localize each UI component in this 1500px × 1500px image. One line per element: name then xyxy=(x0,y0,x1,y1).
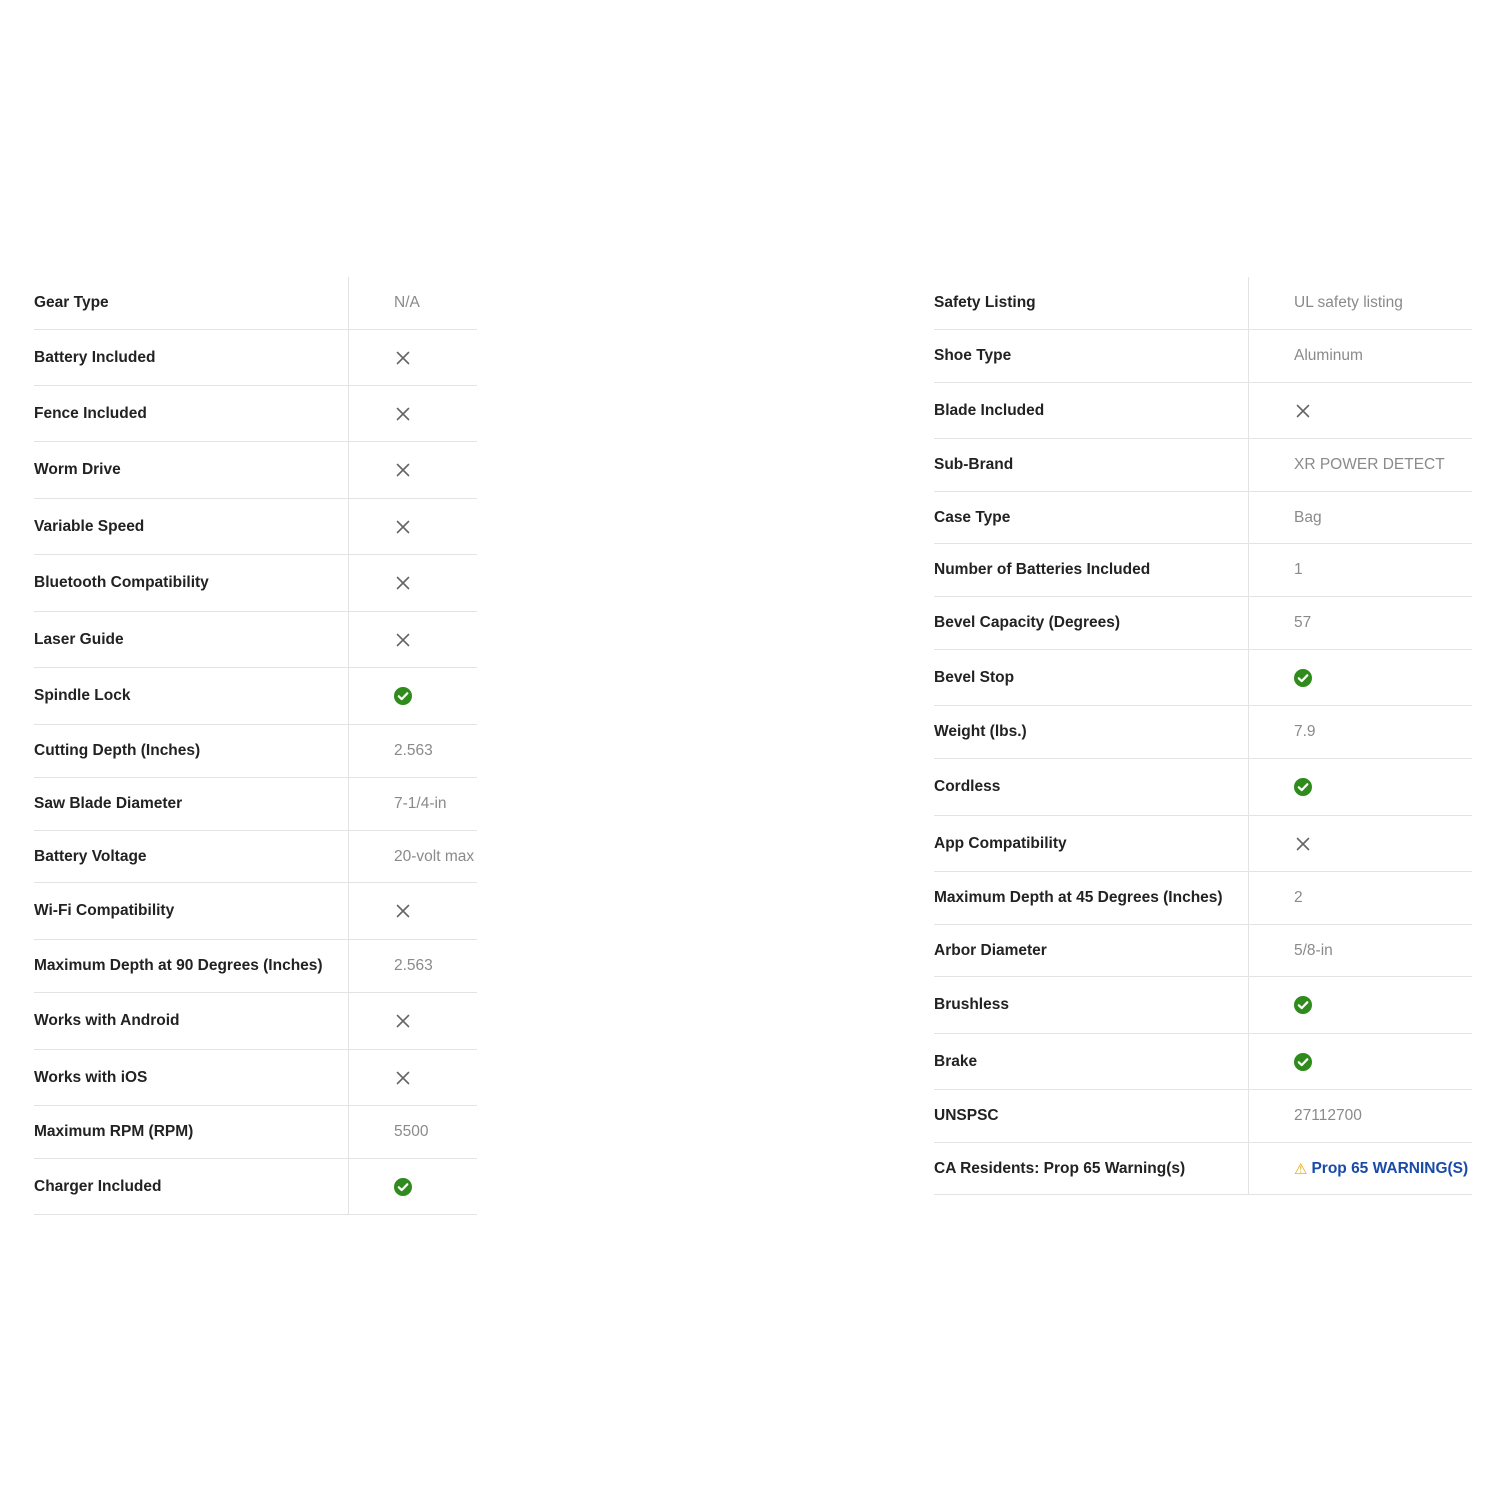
spec-value: 1 xyxy=(1294,561,1303,578)
spec-value: UL safety listing xyxy=(1294,294,1403,311)
spec-row-battery-included xyxy=(34,330,477,386)
spec-value: 2.563 xyxy=(394,957,433,974)
x-icon xyxy=(1294,835,1312,853)
spec-label: Saw Blade Diameter xyxy=(34,778,349,830)
spec-row-works-with-ios xyxy=(34,1050,477,1106)
spec-label: Case Type xyxy=(934,492,1249,543)
spec-value xyxy=(349,883,477,939)
spec-row-app-compatibility xyxy=(934,816,1472,872)
spec-table-right xyxy=(934,277,1472,1195)
spec-value xyxy=(349,993,477,1049)
spec-value xyxy=(1249,650,1472,705)
spec-value xyxy=(349,1159,477,1214)
spec-value xyxy=(349,1050,477,1105)
spec-value: 7-1/4-in xyxy=(394,795,447,812)
spec-row-charger-included xyxy=(34,1159,477,1215)
spec-row-laser-guide xyxy=(34,612,477,668)
spec-value xyxy=(1249,977,1472,1033)
spec-label: Maximum Depth at 45 Degrees (Inches) xyxy=(934,872,1249,924)
spec-row-blade-included xyxy=(934,383,1472,439)
spec-row-worm-drive xyxy=(34,442,477,499)
spec-row-weight-lbs xyxy=(934,706,1472,759)
spec-row-sub-brand xyxy=(934,439,1472,492)
spec-row-variable-speed xyxy=(34,499,477,555)
spec-label: Works with iOS xyxy=(34,1050,349,1105)
spec-row-bevel-stop xyxy=(934,650,1472,706)
spec-label: Cutting Depth (Inches) xyxy=(34,725,349,777)
x-icon xyxy=(394,1012,412,1030)
spec-row-cutting-depth-inches xyxy=(34,725,477,778)
spec-label: Gear Type xyxy=(34,277,349,329)
spec-value xyxy=(349,499,477,554)
spec-value: 2.563 xyxy=(394,742,433,759)
spec-value xyxy=(1249,759,1472,815)
spec-value: XR POWER DETECT xyxy=(1294,456,1445,473)
spec-row-brake xyxy=(934,1034,1472,1090)
spec-label: Charger Included xyxy=(34,1159,349,1214)
spec-value xyxy=(349,386,477,441)
spec-value xyxy=(349,442,477,498)
spec-table-left xyxy=(34,277,477,1215)
warning-triangle-icon: ⚠ xyxy=(1294,1160,1308,1178)
check-circle-icon xyxy=(394,1178,412,1196)
x-icon xyxy=(394,574,412,592)
spec-label: Sub-Brand xyxy=(934,439,1249,491)
spec-value xyxy=(1249,1034,1472,1089)
spec-row-number-of-batteries-included xyxy=(934,544,1472,597)
spec-value xyxy=(349,612,477,667)
spec-row-arbor-diameter xyxy=(934,925,1472,977)
spec-label: Fence Included xyxy=(34,386,349,441)
x-icon xyxy=(394,405,412,423)
spec-label: Brushless xyxy=(934,977,1249,1033)
spec-label: Maximum RPM (RPM) xyxy=(34,1106,349,1158)
spec-row-ca-residents-prop-65-warning-s xyxy=(934,1143,1472,1195)
spec-label: Worm Drive xyxy=(34,442,349,498)
spec-value: 5/8-in xyxy=(1294,941,1333,959)
spec-value xyxy=(1249,383,1472,438)
spec-value xyxy=(349,668,477,724)
spec-value xyxy=(349,330,477,385)
spec-row-bluetooth-compatibility xyxy=(34,555,477,612)
spec-label: Laser Guide xyxy=(34,612,349,667)
spec-row-wi-fi-compatibility xyxy=(34,883,477,940)
spec-row-spindle-lock xyxy=(34,668,477,725)
spec-value: 5500 xyxy=(394,1123,429,1140)
spec-label: Safety Listing xyxy=(934,277,1249,329)
check-circle-icon xyxy=(1294,996,1312,1014)
spec-row-saw-blade-diameter xyxy=(34,778,477,831)
spec-label: CA Residents: Prop 65 Warning(s) xyxy=(934,1143,1249,1194)
check-circle-icon xyxy=(394,687,412,705)
spec-label: UNSPSC xyxy=(934,1090,1249,1142)
spec-label: Weight (lbs.) xyxy=(934,706,1249,758)
spec-row-fence-included xyxy=(34,386,477,442)
spec-row-battery-voltage xyxy=(34,831,477,883)
spec-value xyxy=(349,555,477,611)
spec-row-maximum-depth-at-45-degrees-inches xyxy=(934,872,1472,925)
spec-value: 20-volt max xyxy=(394,847,475,865)
spec-label: Shoe Type xyxy=(934,330,1249,382)
spec-row-works-with-android xyxy=(34,993,477,1050)
spec-value: 2 xyxy=(1294,889,1303,906)
spec-value: Bag xyxy=(1294,508,1322,526)
spec-label: Variable Speed xyxy=(34,499,349,554)
x-icon xyxy=(394,349,412,367)
x-icon xyxy=(394,461,412,479)
spec-label: Wi-Fi Compatibility xyxy=(34,883,349,939)
spec-row-unspsc xyxy=(934,1090,1472,1143)
spec-row-case-type xyxy=(934,492,1472,544)
spec-label: Works with Android xyxy=(34,993,349,1049)
spec-label: Bevel Stop xyxy=(934,650,1249,705)
spec-value: 57 xyxy=(1294,614,1312,631)
check-circle-icon xyxy=(1294,669,1312,687)
x-icon xyxy=(394,631,412,649)
spec-value: 27112700 xyxy=(1294,1107,1362,1124)
spec-label: Battery Voltage xyxy=(34,831,349,882)
spec-value xyxy=(1249,1143,1472,1194)
spec-row-cordless xyxy=(934,759,1472,816)
spec-label: Bevel Capacity (Degrees) xyxy=(934,597,1249,649)
spec-label: Spindle Lock xyxy=(34,668,349,724)
spec-row-maximum-rpm-rpm xyxy=(34,1106,477,1159)
x-icon xyxy=(394,902,412,920)
prop65-warning-link[interactable]: Prop 65 WARNING(S) xyxy=(1311,1159,1469,1177)
spec-label: Arbor Diameter xyxy=(934,925,1249,976)
spec-label: Maximum Depth at 90 Degrees (Inches) xyxy=(34,940,349,992)
spec-value: Aluminum xyxy=(1294,347,1363,364)
spec-label: Blade Included xyxy=(934,383,1249,438)
x-icon xyxy=(1294,402,1312,420)
spec-label: Cordless xyxy=(934,759,1249,815)
spec-label: Battery Included xyxy=(34,330,349,385)
spec-label: Number of Batteries Included xyxy=(934,544,1249,596)
spec-label: Brake xyxy=(934,1034,1249,1089)
spec-row-bevel-capacity-degrees xyxy=(934,597,1472,650)
x-icon xyxy=(394,518,412,536)
spec-row-shoe-type xyxy=(934,330,1472,383)
spec-value: N/A xyxy=(394,294,420,311)
spec-label: App Compatibility xyxy=(934,816,1249,871)
spec-value xyxy=(1249,816,1472,871)
spec-row-brushless xyxy=(934,977,1472,1034)
spec-row-maximum-depth-at-90-degrees-inches xyxy=(34,940,477,993)
spec-row-safety-listing xyxy=(934,277,1472,330)
check-circle-icon xyxy=(1294,1053,1312,1071)
spec-row-gear-type xyxy=(34,277,477,330)
spec-label: Bluetooth Compatibility xyxy=(34,555,349,611)
x-icon xyxy=(394,1069,412,1087)
check-circle-icon xyxy=(1294,778,1312,796)
spec-value: 7.9 xyxy=(1294,723,1316,740)
